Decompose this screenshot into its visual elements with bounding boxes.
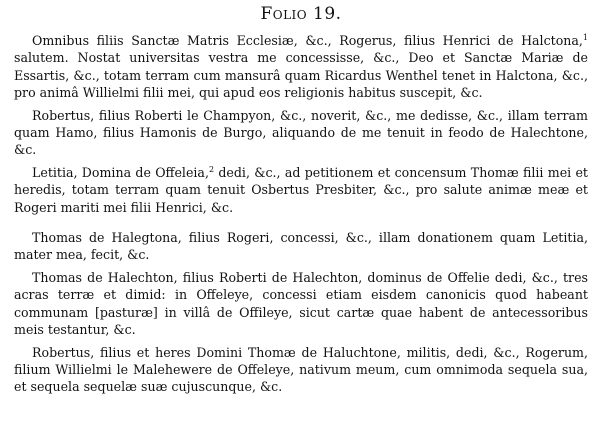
entry-text: Thomas de Halechton, filius Roberti de Halechton, dominus de Offelie dedi, &c., tres acras terræ et dimid: in Offeleye, concessi etiam eisdem canonicis quod habeant communam [pasturæ] in villâ de Offileye, sicut cartæ quae habent de antecessoribus meis testantur, &c.	[14, 269, 588, 338]
charter-entry-4	[14, 229, 588, 264]
charter-entry-2	[14, 107, 588, 159]
entry-text: Robertus, filius Roberti le Champyon, &c., noverit, &c., me dedisse, &c., illam terram quam Hamo, filius Hamonis de Burgo, aliquando de me tenuit in feodo de Halechtone, &c.	[14, 107, 588, 158]
charter-entry-5	[14, 269, 588, 339]
footnote-ref-1: 1	[582, 32, 588, 42]
entry-text: Thomas de Halegtona, filius Rogeri, concessi, &c., illam donationem quam Letitia, mater mea, fecit, &c.	[14, 230, 588, 263]
charter-entry-6	[14, 344, 588, 396]
footnote-ref-2: 2	[208, 164, 215, 174]
charter-entry-1	[14, 32, 588, 102]
folio-heading: Folio 19.	[260, 4, 342, 24]
entry-text: dedi, &c., ad petitionem et concensum Thomæ filii mei et heredis, totam terram quam tenuit Osbertus Presbiter, &c., pro salute animæ meæ et Rogeri mariti mei filii Henrici, &c.	[14, 164, 588, 215]
entry-text: Robertus, filius et heres Domini Thomæ de Haluchtone, militis, dedi, &c., Rogerum, filium Willielmi le Malehewere de Offeleye, nativum meum, cum omnimoda sequela sua, et sequela sequelæ suæ cujuscunque, &c.	[14, 344, 588, 395]
entry-text: Letitia, Domina de Offeleia,	[32, 164, 209, 180]
entry-text: Omnibus filiis Sanctæ Matris Ecclesiæ, &c., Rogerus, filius Henrici de Halctona,	[32, 33, 583, 48]
charter-entry-3	[14, 164, 588, 216]
entry-text: salutem. Nostat universitas vestra me concessisse, &c., Deo et Sanctæ Mariæ de Essartis, &c., totam terram cum mansurâ quam Ricardus Wenthel tenet in Halctona, &c., pro animâ Willielmi filii mei, qui apud eos religionis habitus suscepit, &c.	[14, 50, 588, 101]
